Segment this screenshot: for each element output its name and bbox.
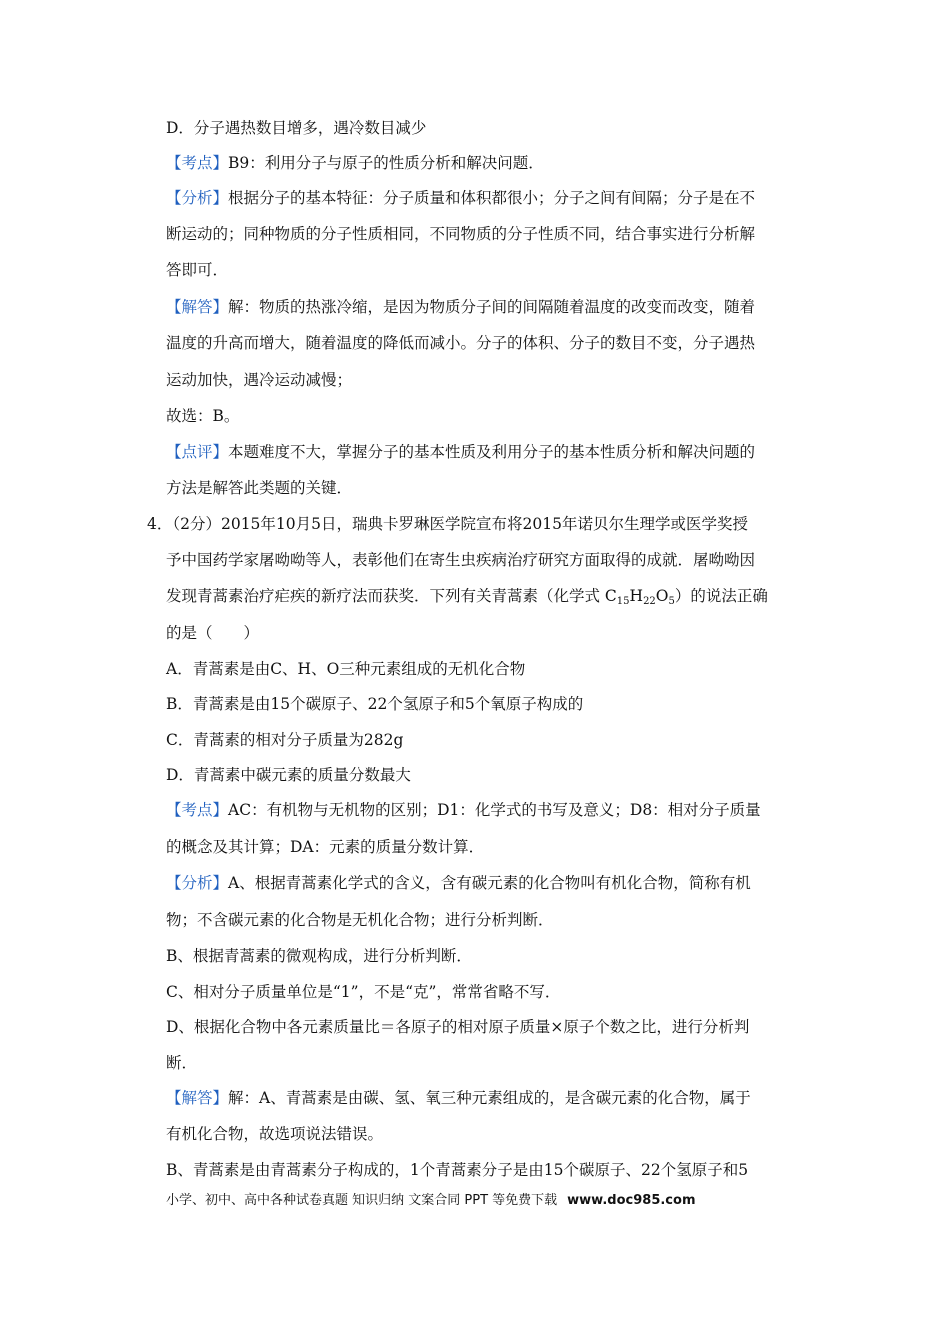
q4-fenxi-line2: 物；不含碳元素的化合物是无机化合物；进行分析判断． [166,911,554,929]
q4-option-c: C．青蒿素的相对分子质量为282g [166,731,404,749]
fenxi-tag: 分析 [181,874,213,892]
footer-text: 小学、初中、高中各种试卷真题 知识归纳 文案合同 PPT 等免费下载 [166,1193,558,1208]
q4-stem-line3: 发现青蒿素治疗疟疾的新疗法而获奖．下列有关青蒿素（化学式 $C_{15}H_{22}O_5$）的说法正确 [166,587,768,607]
q4-kaodian-line2: 的概念及其计算；DA：元素的质量分数计算． [166,838,485,856]
q3-fenxi-line3: 答即可． [166,261,229,279]
q4-fenxi-line5: D、根据化合物中各元素质量比＝各原子的相对原子质量×原子个数之比，进行分析判 [166,1018,750,1036]
q4-option-a: A．青蒿素是由C、H、O三种元素组成的无机化合物 [166,660,526,678]
q4-stem-line4: 的是（ ） [166,624,260,642]
jieda-tag: 解答 [181,298,213,316]
jieda-tag: 解答 [181,1089,213,1107]
q4-jieda-line3: B、青蒿素是由青蒿素分子构成的，1个青蒿素分子是由15个碳原子、22个氢原子和5 [166,1161,749,1179]
q3-kaodian: 【考点】B9：利用分子与原子的性质分析和解决问题． [166,154,544,172]
q3-fenxi-line1: 【分析】根据分子的基本特征：分子质量和体积都很小；分子之间有间隔；分子是在不 [166,189,756,207]
q4-stem-line2: 予中国药学家屠呦呦等人，表彰他们在寄生虫疾病治疗研究方面取得的成就．屠呦呦因 [166,551,756,569]
kaodian-tag: 考点 [181,154,213,172]
q3-fenxi-line2: 断运动的；同种物质的分子性质相同，不同物质的分子性质不同，结合事实进行分析解 [166,225,756,243]
q4-option-d: D．青蒿素中碳元素的质量分数最大 [166,766,411,784]
fenxi-tag: 分析 [181,189,213,207]
q4-option-b: B．青蒿素是由15个碳原子、22个氢原子和5个氧原子构成的 [166,695,584,713]
q3-jieda-line3: 运动加快，遇冷运动减慢； [166,371,353,389]
footer-url[interactable]: www.doc985.com [567,1193,696,1208]
q4-kaodian-line1: 【考点】AC：有机物与无机物的区别；D1：化学式的书写及意义；D8：相对分子质量 [166,801,761,819]
q3-option-d: D．分子遇热数目增多，遇冷数目减少 [166,119,427,137]
q4-fenxi-line3: B、根据青蒿素的微观构成，进行分析判断． [166,947,472,965]
q4-fenxi-line4: C、相对分子质量单位是“1”，不是“克”，常常省略不写． [166,983,561,1001]
q3-dianping-line1: 【点评】本题难度不大，掌握分子的基本性质及利用分子的基本性质分析和解决问题的 [166,443,756,461]
q4-jieda-line2: 有机化合物，故选项说法错误。 [166,1125,384,1143]
q3-answer: 故选：B。 [166,407,240,425]
q3-dianping-line2: 方法是解答此类题的关键． [166,479,353,497]
page-footer [166,1192,696,1210]
q4-fenxi-line6: 断． [166,1054,198,1072]
dianping-tag: 点评 [181,443,213,461]
q4-stem-line1: 4．（2分）2015年10月5日，瑞典卡罗琳医学院宣布将2015年诺贝尔生理学或医学奖授 [147,515,748,533]
q3-jieda-line1: 【解答】解：物质的热涨冷缩，是因为物质分子间的间隔随着温度的改变而改变，随着 [166,298,756,316]
q3-jieda-line2: 温度的升高而增大，随着温度的降低而减小。分子的体积、分子的数目不变，分子遇热 [166,334,756,352]
kaodian-tag: 考点 [181,801,213,819]
q4-fenxi-line1: 【分析】A、根据青蒿素化学式的含义，含有碳元素的化合物叫有机化合物，简称有机 [166,874,751,892]
q4-jieda-line1: 【解答】解：A、青蒿素是由碳、氢、氧三种元素组成的，是含碳元素的化合物，属于 [166,1089,751,1107]
